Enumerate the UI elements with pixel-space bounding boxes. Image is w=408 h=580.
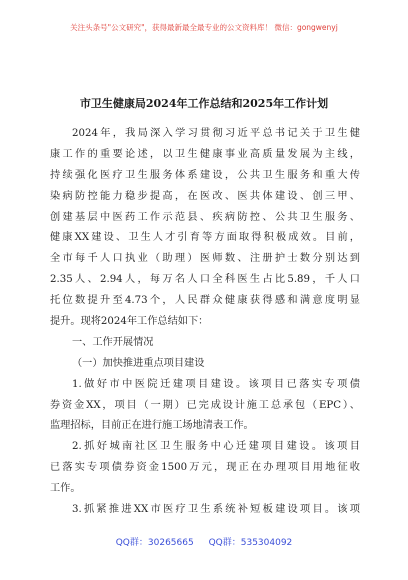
footer-qq-groups	[0, 535, 408, 548]
paragraph-line: 全市每千人口执业（助理）医师数、注册护士数分别达到	[50, 253, 360, 265]
paragraph-line: 3.抓紧推进XX市医疗卫生系统补短板建设项目。该项	[72, 504, 360, 516]
paragraph-line: 托位数提升至4.73个，人民群众健康获得感和满意度明显	[50, 295, 360, 307]
footer-qq-group-2: QQ群：535304092	[208, 538, 293, 548]
document-title: 市卫生健康局2024年工作总结和2025年工作计划	[79, 97, 329, 110]
paragraph-line: 提升。现将2024年工作总结如下：	[50, 316, 209, 328]
paragraph-line: 一、工作开展情况	[72, 336, 154, 348]
header-promo-note: 关注头条号"公文研究"，获得最新最全最专业的公文资料库！ 微信：gongwenyj	[70, 23, 338, 32]
paragraph-line: 工作。	[50, 483, 81, 495]
paragraph-line: 创建基层中医药工作示范县、疾病防控、公共卫生服务、	[50, 211, 360, 223]
paragraph-line: 康工作的重要论述，以卫生健康事业高质量发展为主线，	[50, 148, 360, 160]
paragraph-line: 监理招标，目前正在进行施工场地清表工作。	[50, 420, 254, 432]
paragraph-line: 2.抓好城南社区卫生服务中心迁建项目建设。该项目	[72, 441, 360, 453]
paragraph-line: 1.做好市中医院迁建项目建设。该项目已落实专项债	[72, 378, 360, 390]
paragraph-line: 染病防控能力稳步提高，在医改、医共体建设、创三甲、	[50, 190, 360, 202]
paragraph-line: 持续强化医疗卫生服务体系建设，公共卫生服务和重大传	[50, 169, 360, 181]
footer-qq-group-1: QQ群：30265665	[115, 538, 194, 548]
paragraph-line: 券资金XX，项目（一期）已完成设计施工总承包（EPC）、	[50, 399, 360, 411]
paragraph-line: 2.35人、2.94人，每万名人口全科医生占比5.89，千人口	[50, 274, 360, 286]
paragraph-line: 已落实专项债券资金1500万元，现正在办理项目用地征收	[50, 462, 360, 474]
paragraph-line: 健康XX建设、卫生人才引育等方面取得积极成效。目前，	[50, 232, 360, 244]
paragraph-line: 2024年，我局深入学习贯彻习近平总书记关于卫生健	[72, 128, 360, 139]
paragraph-line: （一）加快推进重点项目建设	[72, 357, 205, 369]
document-body	[50, 124, 360, 521]
